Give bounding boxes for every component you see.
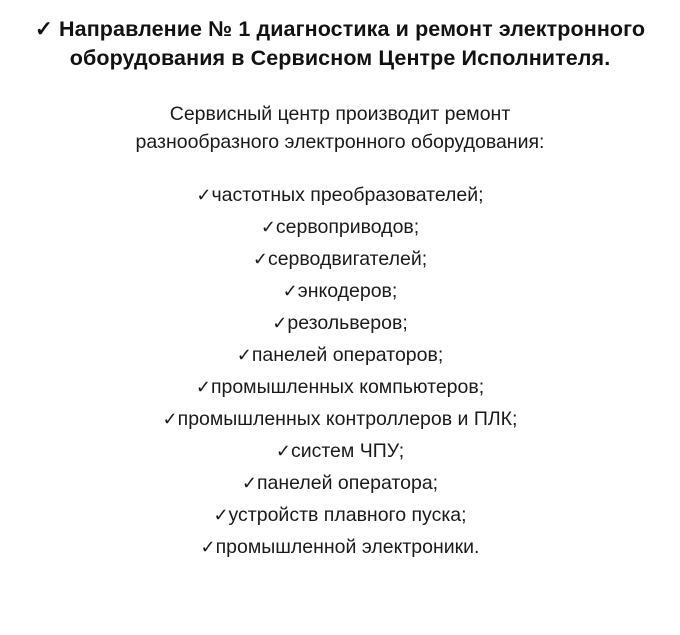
check-icon: ✓ <box>241 472 257 493</box>
list-item-label: промышленных компьютеров; <box>210 375 485 398</box>
check-icon: ✓ <box>162 408 178 429</box>
list-item <box>30 535 650 558</box>
list-item-label: устройств плавного пуска; <box>228 503 467 526</box>
list-item-label: энкодеров; <box>297 279 398 302</box>
list-item-label: сервоприводов; <box>275 215 420 238</box>
list-item <box>30 215 650 238</box>
intro-line-1: Сервисный центр производит ремонт <box>169 103 511 126</box>
list-item <box>30 375 650 398</box>
page-title-line-3: Сервисном Центре Исполнителя. <box>250 46 611 71</box>
check-icon: ✓ <box>252 248 268 269</box>
check-icon: ✓ <box>213 504 229 525</box>
check-icon: ✓ <box>196 184 212 205</box>
check-icon: ✓ <box>282 280 298 301</box>
list-item-label: панелей оператора; <box>257 471 439 494</box>
list-item-label: частотных преобразователей; <box>211 183 484 206</box>
list-item <box>30 311 650 334</box>
check-icon: ✓ <box>272 312 288 333</box>
list-item <box>30 343 650 366</box>
check-icon: ✓ <box>195 376 211 397</box>
page-title-line-2: ремонт электронного оборудования в <box>69 17 646 71</box>
list-item-label: резольверов; <box>287 311 408 334</box>
list-item-label: серводвигателей; <box>267 247 428 270</box>
list-item <box>30 471 650 494</box>
check-icon: ✓ <box>275 440 291 461</box>
list-item <box>30 279 650 302</box>
list-item <box>30 407 650 430</box>
equipment-list <box>30 183 650 558</box>
check-icon: ✓ <box>200 536 216 557</box>
list-item-label: панелей операторов; <box>251 343 444 366</box>
page-title-line-1: ✓ Направление № 1 диагностика и <box>34 17 409 41</box>
list-item-label: промышленной электроники. <box>215 535 480 558</box>
intro-line-2: разнообразного электронного оборудования: <box>135 131 545 154</box>
list-item-label: промышленных контроллеров и ПЛК; <box>177 407 518 430</box>
page-title <box>30 15 650 73</box>
list-item-label: систем ЧПУ; <box>290 439 405 462</box>
check-icon: ✓ <box>236 344 252 365</box>
list-item <box>30 439 650 462</box>
intro-paragraph <box>30 100 650 157</box>
list-item <box>30 503 650 526</box>
list-item <box>30 247 650 270</box>
list-item <box>30 183 650 206</box>
check-icon: ✓ <box>260 216 276 237</box>
